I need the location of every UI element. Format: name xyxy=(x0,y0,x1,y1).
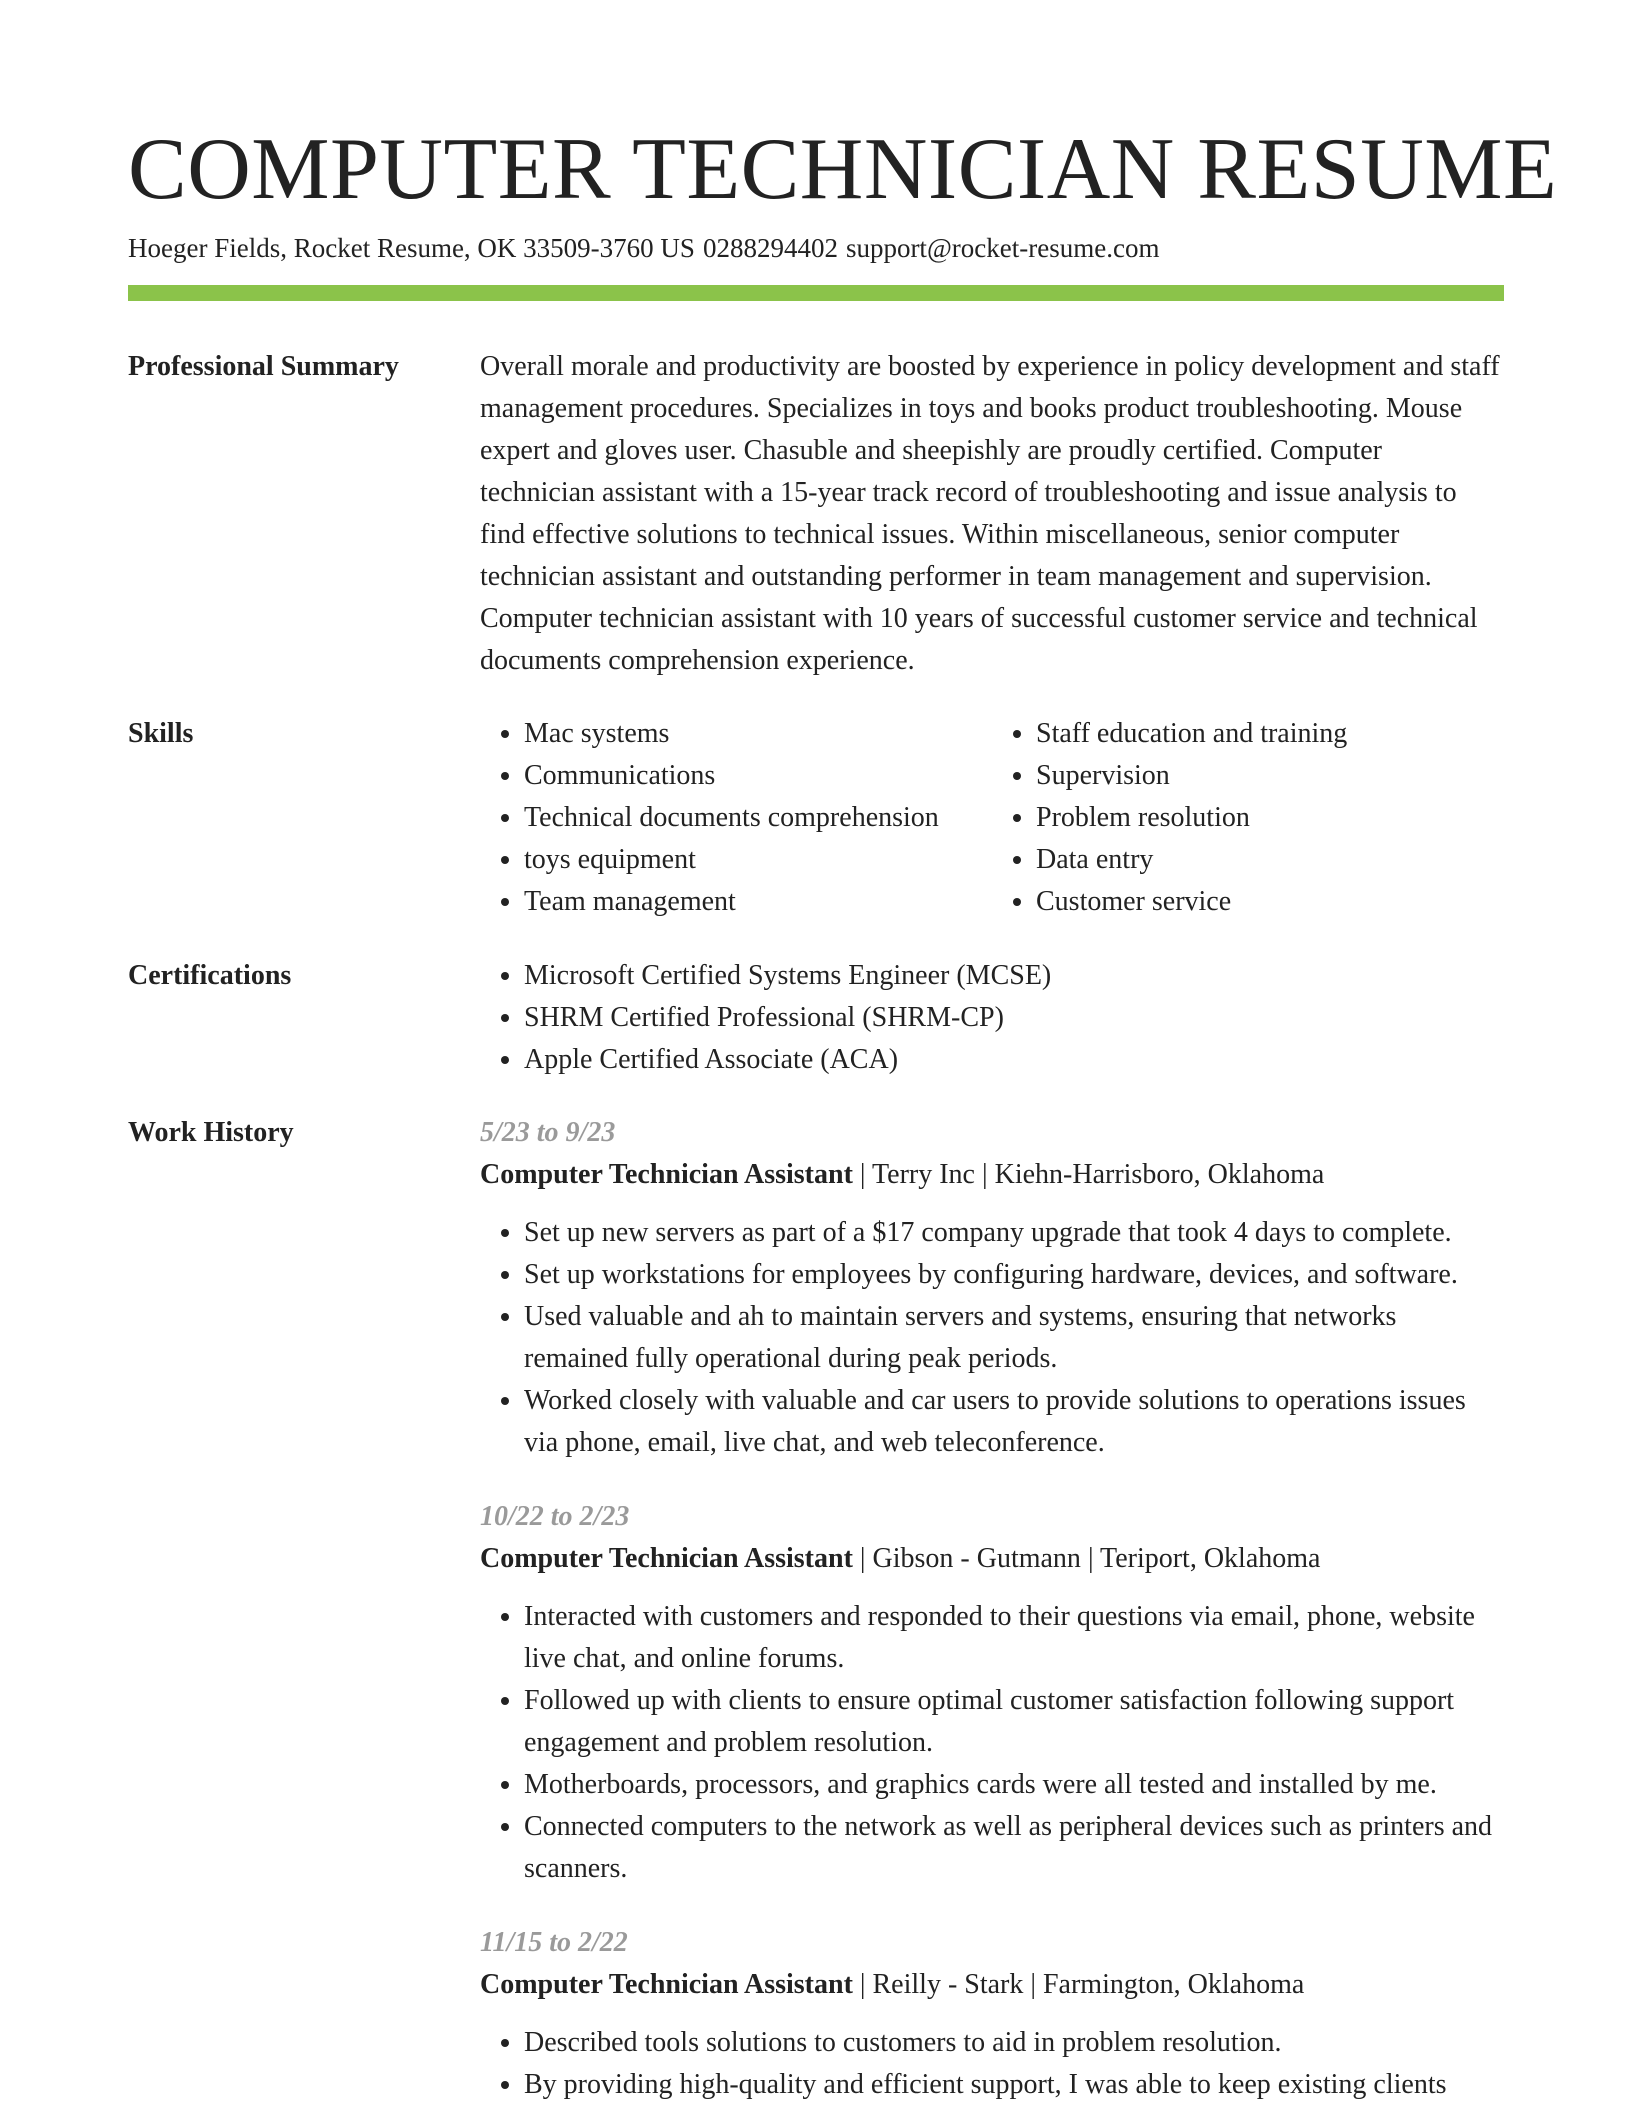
job-company: Reilly - Stark xyxy=(872,1969,1024,2000)
certifications-list xyxy=(480,955,1504,1081)
job-title-line: Computer Technician Assistant | Reilly - Stark | Farmington, Oklahoma xyxy=(480,1969,1305,2000)
skill-item: • Team management xyxy=(524,881,992,923)
certification-item: • Apple Certified Associate (ACA) xyxy=(524,1039,1504,1081)
skill-item: • Mac systems xyxy=(524,713,992,755)
job-role: Computer Technician Assistant xyxy=(480,1159,853,1190)
job-location: Teriport, Oklahoma xyxy=(1100,1543,1321,1574)
skill-item: • Communications xyxy=(524,755,992,797)
skill-item: • Supervision xyxy=(1036,755,1504,797)
job-company: Terry Inc xyxy=(872,1159,975,1190)
job-company: Gibson - Gutmann xyxy=(872,1543,1081,1574)
job-dates: 10/22 to 2/23 xyxy=(480,1501,630,1532)
job-role: Computer Technician Assistant xyxy=(480,1969,853,2000)
resume-title: COMPUTER TECHNICIAN RESUME xyxy=(128,121,1558,218)
skill-item: • Problem resolution xyxy=(1036,797,1504,839)
skill-item: • Data entry xyxy=(1036,839,1504,881)
certification-item: • SHRM Certified Professional (SHRM-CP) xyxy=(524,997,1504,1039)
job-bullet: • Connected computers to the network as well as peripheral devices such as printers and scanners. xyxy=(524,1806,1504,1890)
job-location: Farmington, Oklahoma xyxy=(1042,1969,1305,2000)
skill-item: • Technical documents comprehension xyxy=(524,797,992,839)
summary-heading: Professional Summary xyxy=(128,351,399,382)
job-bullet: • Followed up with clients to ensure optimal customer satisfaction following support engagement and problem resolution. xyxy=(524,1680,1504,1764)
job-bullet: • Interacted with customers and responded to their questions via email, phone, website live chat, and online forums. xyxy=(524,1596,1504,1680)
job-dates: 5/23 to 9/23 xyxy=(480,1117,616,1148)
contact-address: Hoeger Fields, Rocket Resume, OK 33509-3760 US xyxy=(128,233,695,263)
job-bullets xyxy=(480,1212,1504,1464)
summary-body xyxy=(480,346,1504,682)
skill-item: • Staff education and training xyxy=(1036,713,1504,755)
job-location: Kiehn-Harrisboro, Oklahoma xyxy=(994,1159,1325,1190)
contact-email: support@rocket-resume.com xyxy=(845,233,1160,263)
job-bullets xyxy=(480,1596,1504,1890)
summary-text: Overall morale and productivity are boosted by experience in policy development and staff management procedures. Specializes in toys and books product troubleshooting. Mouse expert and gloves user. Chasuble and sheepishly are proudly certified. Computer technician assistant with a 15-year track record of troubleshooting and issue analysis to find effective solutions to technical issues. Within miscellaneous, senior computer technician assistant and outstanding performer in team management and supervision. Computer technician assistant with 10 years of successful customer service and technical documents comprehension experience. xyxy=(480,351,1500,676)
certifications-body xyxy=(480,955,1504,1081)
job-bullet: • Set up workstations for employees by configuring hardware, devices, and software. xyxy=(524,1254,1504,1296)
certification-item: • Microsoft Certified Systems Engineer (MCSE) xyxy=(524,955,1504,997)
skill-item: • Customer service xyxy=(1036,881,1504,923)
job-bullet: • Motherboards, processors, and graphics cards were all tested and installed by me. xyxy=(524,1764,1504,1806)
job-title-line: Computer Technician Assistant | Gibson - Gutmann | Teriport, Oklahoma xyxy=(480,1543,1321,1574)
job-dates: 11/15 to 2/22 xyxy=(480,1927,628,1958)
job-title-line: Computer Technician Assistant | Terry Inc | Kiehn-Harrisboro, Oklahoma xyxy=(480,1159,1325,1190)
skills-list-left xyxy=(480,713,992,923)
job-bullet: • Worked closely with valuable and car users to provide solutions to operations issues via phone, email, live chat, and web teleconference. xyxy=(524,1380,1504,1464)
certifications-heading: Certifications xyxy=(128,960,292,991)
skills-list-right xyxy=(992,713,1504,923)
skill-item: • toys equipment xyxy=(524,839,992,881)
job-entry xyxy=(480,1496,1504,1890)
job-bullet: • Used valuable and ah to maintain servers and systems, ensuring that networks remained fully operational during peak periods. xyxy=(524,1296,1504,1380)
job-entry xyxy=(480,1922,1504,2106)
contact-phone: 0288294402 xyxy=(702,233,838,263)
job-bullet: • Set up new servers as part of a $17 company upgrade that took 4 days to complete. xyxy=(524,1212,1504,1254)
work-history-heading: Work History xyxy=(128,1117,294,1148)
contact-line xyxy=(128,230,1159,266)
job-bullets xyxy=(480,2022,1504,2106)
job-role: Computer Technician Assistant xyxy=(480,1543,853,1574)
skills-body xyxy=(480,713,1504,923)
job-entry xyxy=(480,1112,1504,1464)
header-divider xyxy=(128,285,1504,301)
work-history-body xyxy=(480,1112,1504,2106)
job-bullet: • Described tools solutions to customers to aid in problem resolution. xyxy=(524,2022,1504,2064)
skills-heading: Skills xyxy=(128,718,194,749)
job-bullet: • By providing high-quality and efficient support, I was able to keep existing clients xyxy=(524,2064,1504,2106)
